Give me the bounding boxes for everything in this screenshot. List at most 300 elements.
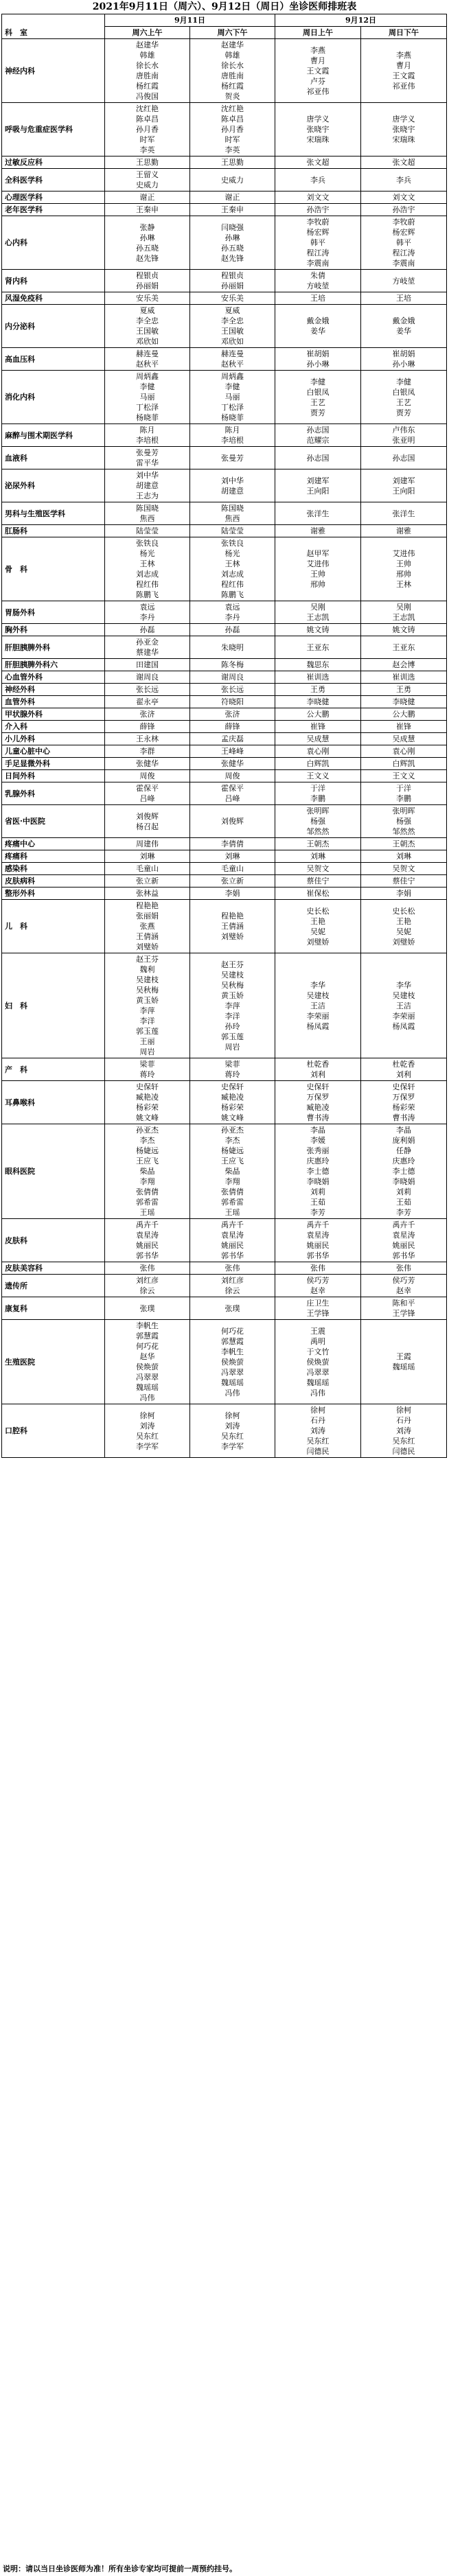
doctor-name: 杨强 bbox=[396, 817, 411, 826]
table-row bbox=[2, 850, 447, 863]
doctor-name: 王瑶 bbox=[224, 1208, 240, 1217]
doctor-cell bbox=[361, 875, 447, 887]
header-col-4: 周日下午 bbox=[361, 27, 447, 39]
doctor-name: 王文霞 bbox=[306, 66, 330, 76]
doctor-name: 公大鹏 bbox=[392, 710, 415, 719]
doctor-name: 禹卉千 bbox=[392, 1220, 415, 1229]
doctor-cell bbox=[190, 1275, 275, 1297]
doctor-name: 李士德 bbox=[392, 1167, 415, 1176]
doctor-name: 庆惠玲 bbox=[306, 1157, 330, 1165]
doctor-cell bbox=[105, 525, 190, 537]
doctor-cell bbox=[105, 1275, 190, 1297]
doctor-name: 侯巧芳 bbox=[306, 1276, 330, 1285]
doctor-cell bbox=[361, 659, 447, 671]
doctor-cell bbox=[361, 1124, 447, 1219]
doctor-name: 王留义 bbox=[136, 170, 159, 179]
doctor-cell bbox=[190, 216, 275, 270]
doctor-name: 李鹏 bbox=[396, 794, 411, 803]
doctor-cell bbox=[190, 1124, 275, 1219]
doctor-cell bbox=[275, 770, 361, 782]
table-row bbox=[2, 1124, 447, 1219]
doctor-cell bbox=[275, 850, 361, 863]
doctor-name: 时军 bbox=[139, 135, 155, 144]
table-row bbox=[2, 624, 447, 636]
doctor-name: 冯翠翠 bbox=[136, 1373, 159, 1382]
doctor-name: 丁松泽 bbox=[136, 403, 159, 412]
doctor-cell bbox=[275, 447, 361, 469]
table-row bbox=[2, 348, 447, 371]
table-row bbox=[2, 708, 447, 721]
doctor-name: 沈红艳 bbox=[221, 104, 244, 113]
doctor-name: 王倩涵 bbox=[136, 932, 159, 941]
doctor-cell bbox=[190, 469, 275, 502]
doctor-name: 赵会博 bbox=[392, 660, 415, 669]
doctor-cell bbox=[105, 770, 190, 782]
doctor-name: 张秀丽 bbox=[306, 1146, 330, 1155]
table-row bbox=[2, 1262, 447, 1275]
doctor-name: 万保罗 bbox=[306, 1093, 330, 1102]
doctor-name: 孙小琳 bbox=[392, 360, 415, 369]
doctor-name: 焦西 bbox=[139, 514, 155, 523]
doctor-cell bbox=[275, 684, 361, 696]
doctor-name: 王勇 bbox=[310, 685, 325, 694]
doctor-name: 杨召起 bbox=[136, 822, 159, 831]
doctor-cell bbox=[275, 745, 361, 758]
doctor-name: 张健华 bbox=[136, 759, 159, 768]
doctor-name: 赵王芬 bbox=[221, 960, 244, 969]
doctor-name: 史保轩 bbox=[306, 1082, 330, 1091]
doctor-cell bbox=[190, 424, 275, 447]
doctor-name: 李杰 bbox=[224, 1136, 240, 1145]
doctor-cell bbox=[105, 721, 190, 733]
doctor-cell bbox=[275, 204, 361, 216]
doctor-name: 李荣丽 bbox=[392, 1011, 415, 1021]
doctor-name: 程银贞 bbox=[136, 271, 159, 280]
doctor-name: 马丽 bbox=[139, 393, 155, 402]
doctor-name: 孙志国 bbox=[306, 453, 330, 463]
doctor-name: 禹卉千 bbox=[306, 1220, 330, 1229]
doctor-cell bbox=[190, 156, 275, 169]
doctor-name: 谢雅 bbox=[396, 526, 411, 535]
doctor-cell bbox=[105, 204, 190, 216]
doctor-name: 吴建枝 bbox=[306, 990, 330, 1000]
doctor-name: 赫连曼 bbox=[136, 349, 159, 358]
doctor-name: 李晶 bbox=[396, 1126, 411, 1135]
doctor-cell bbox=[275, 371, 361, 424]
doctor-name: 赵建华 bbox=[221, 40, 244, 49]
dept-name: 消化内科 bbox=[2, 371, 105, 424]
doctor-name: 程红伟 bbox=[221, 580, 244, 589]
doctor-name: 郭书华 bbox=[306, 1251, 330, 1260]
doctor-cell bbox=[275, 1404, 361, 1458]
doctor-cell bbox=[105, 502, 190, 525]
doctor-name: 李帆生 bbox=[136, 1321, 159, 1330]
doctor-name: 孟庆磊 bbox=[221, 734, 244, 743]
doctor-name: 李培根 bbox=[221, 436, 244, 445]
doctor-cell bbox=[361, 601, 447, 624]
doctor-name: 刘志成 bbox=[221, 570, 244, 579]
doctor-name: 姜华 bbox=[310, 327, 325, 336]
dept-name: 血管外科 bbox=[2, 696, 105, 708]
doctor-name: 冯伟 bbox=[139, 1393, 155, 1402]
dept-name: 妇 科 bbox=[2, 953, 105, 1058]
doctor-name: 孙志国 bbox=[306, 426, 330, 434]
doctor-name: 赵甲军 bbox=[306, 549, 330, 558]
doctor-cell bbox=[190, 1320, 275, 1404]
doctor-name: 朱晓明 bbox=[221, 642, 244, 652]
doctor-cell bbox=[190, 900, 275, 953]
doctor-name: 张立新 bbox=[221, 877, 244, 885]
doctor-name: 李培根 bbox=[136, 436, 159, 445]
doctor-name: 邢帅 bbox=[310, 580, 325, 589]
doctor-name: 李晶 bbox=[310, 1126, 325, 1135]
doctor-name: 杨彩荣 bbox=[392, 1103, 415, 1112]
doctor-cell bbox=[190, 103, 275, 156]
doctor-cell bbox=[190, 305, 275, 348]
doctor-name: 李倩倩 bbox=[221, 839, 244, 848]
doctor-name: 李晓健 bbox=[392, 697, 415, 706]
doctor-cell bbox=[105, 659, 190, 671]
dept-name: 乳腺外科 bbox=[2, 782, 105, 805]
doctor-name: 禹明 bbox=[310, 1336, 325, 1346]
doctor-cell bbox=[190, 192, 275, 204]
dept-name: 介入科 bbox=[2, 721, 105, 733]
doctor-name: 姚文铸 bbox=[392, 625, 415, 634]
doctor-name: 袁心刚 bbox=[306, 747, 330, 756]
doctor-name: 邹然然 bbox=[392, 827, 415, 836]
doctor-cell bbox=[275, 838, 361, 850]
doctor-name: 张伟 bbox=[224, 1264, 240, 1273]
doctor-name: 刘莉 bbox=[396, 1187, 411, 1196]
doctor-cell bbox=[105, 1404, 190, 1458]
doctor-name: 张明晖 bbox=[392, 807, 415, 815]
doctor-name: 卢伟东 bbox=[392, 426, 415, 434]
doctor-cell bbox=[105, 838, 190, 850]
doctor-cell bbox=[105, 782, 190, 805]
doctor-name: 姚丽民 bbox=[136, 1241, 159, 1250]
table-row bbox=[2, 1275, 447, 1297]
doctor-name: 丁松泽 bbox=[221, 403, 244, 412]
doctor-name: 刘中华 bbox=[136, 471, 159, 480]
doctor-cell bbox=[190, 292, 275, 305]
doctor-name: 李翔 bbox=[224, 1177, 240, 1186]
doctor-cell bbox=[105, 292, 190, 305]
header-date-2: 9月12日 bbox=[275, 14, 447, 27]
doctor-name: 袁星涛 bbox=[221, 1231, 244, 1240]
doctor-cell bbox=[275, 1058, 361, 1081]
doctor-name: 李震南 bbox=[392, 259, 415, 268]
doctor-cell bbox=[275, 805, 361, 838]
table-row bbox=[2, 270, 447, 292]
doctor-name: 王应飞 bbox=[221, 1157, 244, 1165]
doctor-cell bbox=[275, 708, 361, 721]
doctor-name: 冯伟 bbox=[310, 1388, 325, 1397]
doctor-cell bbox=[105, 1262, 190, 1275]
doctor-name: 赵先锋 bbox=[221, 253, 244, 263]
table-row bbox=[2, 292, 447, 305]
doctor-cell bbox=[361, 863, 447, 875]
dept-name: 皮肤美容科 bbox=[2, 1262, 105, 1275]
doctor-cell bbox=[105, 216, 190, 270]
doctor-cell bbox=[105, 169, 190, 192]
doctor-name: 王震 bbox=[310, 1326, 325, 1336]
doctor-cell bbox=[275, 659, 361, 671]
doctor-name: 徐柯 bbox=[139, 1411, 155, 1420]
dept-name: 神经外科 bbox=[2, 684, 105, 696]
doctor-name: 王应飞 bbox=[136, 1157, 159, 1165]
doctor-cell bbox=[190, 1219, 275, 1262]
doctor-name: 张洋生 bbox=[306, 509, 330, 518]
doctor-name: 张亚明 bbox=[392, 436, 415, 445]
doctor-cell bbox=[361, 671, 447, 684]
doctor-name: 陈国晓 bbox=[136, 504, 159, 513]
doctor-name: 杨凤霞 bbox=[392, 1021, 415, 1031]
doctor-name: 柴晶 bbox=[224, 1167, 240, 1176]
doctor-name: 霍保平 bbox=[221, 784, 244, 793]
doctor-cell bbox=[361, 469, 447, 502]
doctor-name: 任静 bbox=[396, 1146, 411, 1155]
doctor-name: 孙丽娟 bbox=[221, 281, 244, 290]
doctor-name: 李健 bbox=[396, 377, 411, 386]
doctor-name: 范耀宗 bbox=[306, 436, 330, 445]
doctor-name: 卢芬 bbox=[310, 76, 325, 86]
doctor-name: 刘红彦 bbox=[136, 1276, 159, 1285]
doctor-cell bbox=[361, 1081, 447, 1124]
doctor-name: 赵秋平 bbox=[221, 360, 244, 369]
dept-name: 儿童心脏中心 bbox=[2, 745, 105, 758]
schedule-body bbox=[2, 39, 447, 1458]
doctor-name: 张文超 bbox=[306, 158, 330, 167]
doctor-name: 吴成慧 bbox=[306, 734, 330, 743]
doctor-cell bbox=[275, 537, 361, 601]
doctor-name: 时军 bbox=[224, 135, 240, 144]
doctor-name: 李帆生 bbox=[221, 1347, 244, 1356]
doctor-cell bbox=[275, 900, 361, 953]
doctor-cell bbox=[105, 270, 190, 292]
doctor-cell bbox=[190, 659, 275, 671]
doctor-cell bbox=[105, 708, 190, 721]
doctor-name: 孙磊 bbox=[139, 625, 155, 634]
doctor-name: 田建国 bbox=[136, 660, 159, 669]
doctor-cell bbox=[105, 348, 190, 371]
doctor-cell bbox=[361, 537, 447, 601]
doctor-name: 周炳鑫 bbox=[221, 372, 244, 381]
doctor-name: 张伟 bbox=[396, 1264, 411, 1273]
doctor-name: 张璞 bbox=[224, 1303, 240, 1313]
dept-name: 骨 科 bbox=[2, 537, 105, 601]
doctor-cell bbox=[275, 671, 361, 684]
doctor-cell bbox=[275, 782, 361, 805]
doctor-name: 赵王芬 bbox=[136, 955, 159, 964]
dept-name: 日间外科 bbox=[2, 770, 105, 782]
doctor-name: 王秦申 bbox=[136, 205, 159, 214]
doctor-cell bbox=[275, 624, 361, 636]
doctor-name: 周建伟 bbox=[136, 839, 159, 848]
doctor-cell bbox=[361, 900, 447, 953]
table-row bbox=[2, 1058, 447, 1081]
doctor-cell bbox=[361, 721, 447, 733]
doctor-name: 吕峰 bbox=[139, 794, 155, 803]
doctor-cell bbox=[275, 1124, 361, 1219]
table-row bbox=[2, 745, 447, 758]
doctor-name: 谢正 bbox=[224, 193, 240, 202]
doctor-name: 王志为 bbox=[136, 491, 159, 500]
dept-name: 眼科医院 bbox=[2, 1124, 105, 1219]
doctor-cell bbox=[361, 292, 447, 305]
doctor-name: 石丹 bbox=[310, 1416, 325, 1425]
doctor-name: 魏瑶瑶 bbox=[221, 1378, 244, 1387]
table-row bbox=[2, 601, 447, 624]
doctor-cell bbox=[275, 887, 361, 900]
doctor-cell bbox=[190, 758, 275, 770]
doctor-name: 郭书华 bbox=[392, 1251, 415, 1260]
doctor-cell bbox=[105, 953, 190, 1058]
doctor-name: 陈和平 bbox=[392, 1299, 415, 1308]
dept-name: 心血管外科 bbox=[2, 671, 105, 684]
doctor-name: 符晓阳 bbox=[221, 697, 244, 706]
doctor-cell bbox=[190, 447, 275, 469]
doctor-name: 孙亚金 bbox=[136, 638, 159, 647]
doctor-name: 李士德 bbox=[306, 1167, 330, 1176]
doctor-cell bbox=[190, 169, 275, 192]
doctor-name: 王学锋 bbox=[392, 1309, 415, 1318]
doctor-cell bbox=[275, 525, 361, 537]
doctor-name: 李华 bbox=[310, 980, 325, 990]
doctor-name: 王勇 bbox=[396, 685, 411, 694]
doctor-name: 李洋 bbox=[224, 1011, 240, 1021]
table-row bbox=[2, 525, 447, 537]
doctor-cell bbox=[190, 733, 275, 745]
doctor-cell bbox=[361, 1058, 447, 1081]
doctor-name: 袁远 bbox=[224, 603, 240, 612]
doctor-name: 陈月 bbox=[224, 426, 240, 434]
doctor-cell bbox=[275, 875, 361, 887]
doctor-cell bbox=[361, 447, 447, 469]
doctor-name: 张伟 bbox=[310, 1264, 325, 1273]
doctor-name: 郭慧霞 bbox=[221, 1336, 244, 1346]
doctor-cell bbox=[190, 39, 275, 103]
doctor-name: 崔训选 bbox=[392, 673, 415, 682]
doctor-cell bbox=[190, 1058, 275, 1081]
doctor-cell bbox=[105, 805, 190, 838]
header-col-3: 周日上午 bbox=[275, 27, 361, 39]
doctor-name: 张晓宇 bbox=[306, 125, 330, 134]
doctor-name: 蔡建华 bbox=[136, 648, 159, 657]
doctor-name: 王向阳 bbox=[392, 486, 415, 496]
doctor-name: 徐柯 bbox=[224, 1411, 240, 1420]
doctor-cell bbox=[105, 733, 190, 745]
doctor-name: 臧艳凌 bbox=[306, 1103, 330, 1112]
doctor-name: 张长远 bbox=[136, 685, 159, 694]
doctor-name: 闫晓强 bbox=[221, 222, 244, 232]
doctor-name: 郭希雷 bbox=[221, 1198, 244, 1207]
doctor-name: 张曼芳 bbox=[136, 448, 159, 457]
doctor-name: 张铁良 bbox=[136, 539, 159, 548]
doctor-name: 徐长水 bbox=[221, 61, 244, 70]
doctor-name: 韩平 bbox=[310, 238, 325, 247]
doctor-name: 王国敏 bbox=[136, 327, 159, 336]
doctor-name: 吴妮 bbox=[310, 927, 325, 936]
doctor-name: 史长松 bbox=[306, 906, 330, 916]
doctor-name: 韩雄 bbox=[224, 51, 240, 60]
doctor-cell bbox=[105, 1219, 190, 1262]
doctor-cell bbox=[361, 192, 447, 204]
doctor-cell bbox=[361, 782, 447, 805]
doctor-name: 魏瑶瑶 bbox=[306, 1378, 330, 1387]
doctor-cell bbox=[361, 745, 447, 758]
doctor-name: 王洁 bbox=[310, 1001, 325, 1010]
doctor-cell bbox=[275, 1081, 361, 1124]
doctor-cell bbox=[190, 708, 275, 721]
doctor-cell bbox=[190, 537, 275, 601]
doctor-cell bbox=[361, 1275, 447, 1297]
doctor-name: 崔训选 bbox=[306, 673, 330, 682]
doctor-name: 孙志国 bbox=[392, 453, 415, 463]
doctor-name: 刘璧娇 bbox=[221, 932, 244, 941]
doctor-name: 王茹 bbox=[310, 1198, 325, 1207]
doctor-name: 李晓娟 bbox=[306, 1177, 330, 1186]
doctor-cell bbox=[190, 770, 275, 782]
table-row bbox=[2, 1297, 447, 1320]
doctor-name: 公大鹏 bbox=[306, 710, 330, 719]
doctor-name: 刘涛 bbox=[224, 1421, 240, 1430]
doctor-name: 谢雅 bbox=[310, 526, 325, 535]
doctor-name: 庄卫生 bbox=[306, 1299, 330, 1308]
doctor-name: 冯翠翠 bbox=[306, 1367, 330, 1377]
doctor-cell bbox=[361, 684, 447, 696]
dept-name: 康复科 bbox=[2, 1297, 105, 1320]
doctor-name: 王志凯 bbox=[392, 613, 415, 622]
doctor-cell bbox=[105, 887, 190, 900]
doctor-name: 徐柯 bbox=[396, 1406, 411, 1415]
doctor-name: 张明晖 bbox=[306, 807, 330, 815]
doctor-name: 王学锋 bbox=[306, 1309, 330, 1318]
doctor-name: 李翔 bbox=[139, 1177, 155, 1186]
doctor-cell bbox=[190, 696, 275, 708]
table-row bbox=[2, 770, 447, 782]
header-dept: 科 室 bbox=[2, 27, 105, 39]
doctor-cell bbox=[275, 636, 361, 659]
doctor-cell bbox=[361, 850, 447, 863]
doctor-name: 张长远 bbox=[221, 685, 244, 694]
doctor-cell bbox=[105, 103, 190, 156]
doctor-cell bbox=[105, 696, 190, 708]
doctor-cell bbox=[275, 348, 361, 371]
doctor-name: 杨宏辉 bbox=[306, 228, 330, 237]
doctor-cell bbox=[190, 721, 275, 733]
doctor-cell bbox=[105, 424, 190, 447]
doctor-name: 刘莉 bbox=[310, 1187, 325, 1196]
doctor-cell bbox=[361, 1262, 447, 1275]
doctor-name: 杨宏辉 bbox=[392, 228, 415, 237]
doctor-name: 王朝杰 bbox=[392, 839, 415, 848]
doctor-name: 程艳艳 bbox=[221, 912, 244, 920]
doctor-name: 张济 bbox=[139, 710, 155, 719]
doctor-name: 刘琳 bbox=[310, 852, 325, 861]
doctor-name: 孙月香 bbox=[136, 125, 159, 134]
doctor-cell bbox=[190, 1081, 275, 1124]
doctor-name: 谢正 bbox=[139, 193, 155, 202]
dept-name: 心理医学科 bbox=[2, 192, 105, 204]
doctor-name: 李群 bbox=[139, 747, 155, 756]
doctor-cell bbox=[275, 601, 361, 624]
dept-name: 老年医学科 bbox=[2, 204, 105, 216]
doctor-name: 杨凤霞 bbox=[306, 1021, 330, 1031]
doctor-name: 刘文文 bbox=[306, 193, 330, 202]
doctor-name: 姚文峰 bbox=[136, 1113, 159, 1122]
doctor-cell bbox=[275, 1297, 361, 1320]
doctor-name: 姚文峰 bbox=[221, 1113, 244, 1122]
